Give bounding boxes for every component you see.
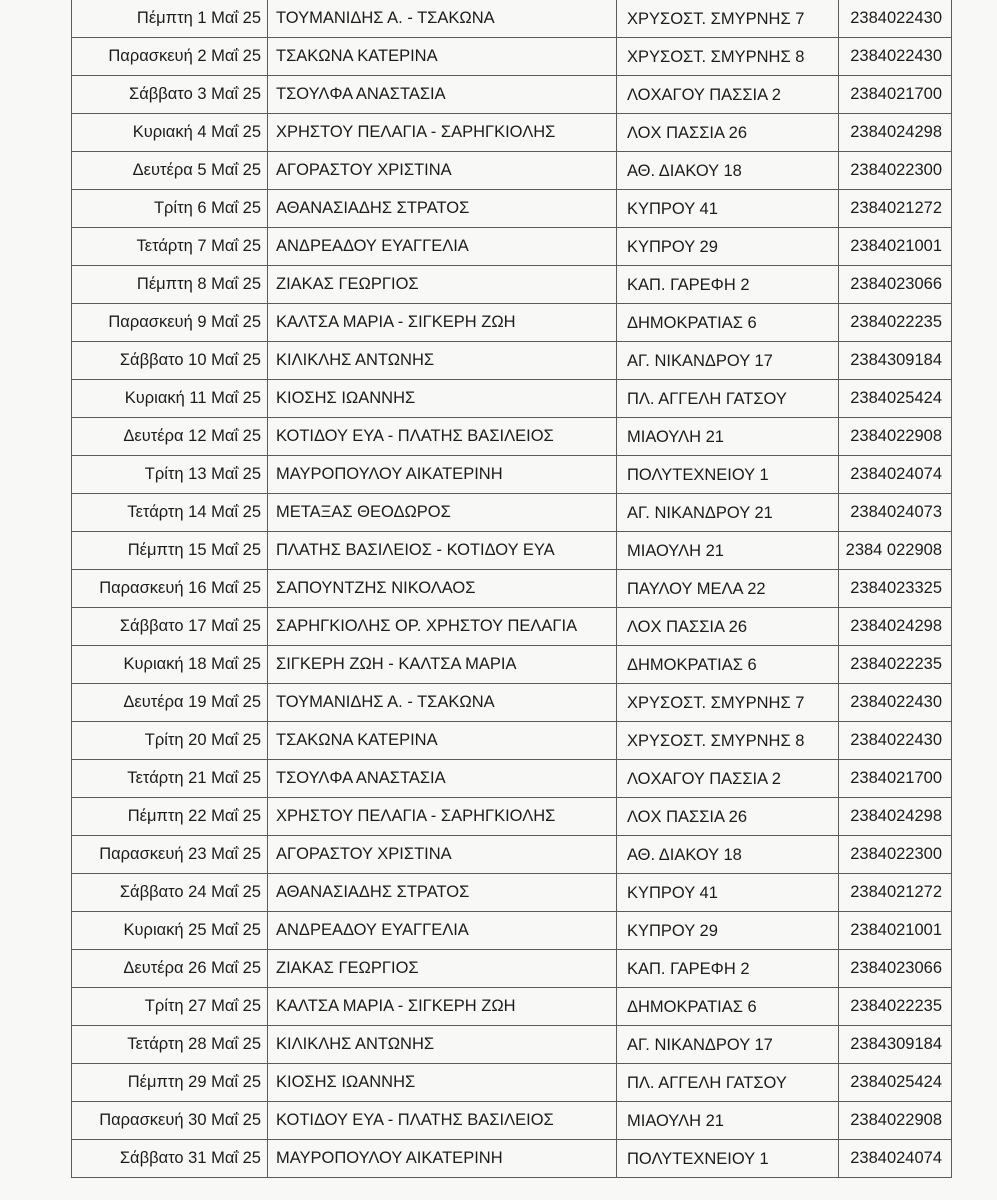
date-cell: Δευτέρα 5 Μαΐ 25 <box>72 152 268 190</box>
pharmacy-name-cell: ΜΑΥΡΟΠΟΥΛΟΥ ΑΙΚΑΤΕΡΙΝΗ <box>268 1140 617 1178</box>
date-cell: Κυριακή 11 Μαΐ 25 <box>72 380 268 418</box>
address-cell: ΠΑΥΛΟΥ ΜΕΛΑ 22 <box>617 570 839 608</box>
address-cell: ΛΟΧ ΠΑΣΣΙΑ 26 <box>617 114 839 152</box>
pharmacy-name-cell: ΤΟΥΜΑΝΙΔΗΣ Α. - ΤΣΑΚΩΝΑ <box>268 684 617 722</box>
table-row <box>72 760 952 798</box>
phone-cell: 2384021700 <box>839 76 952 114</box>
date-cell: Σάββατο 10 Μαΐ 25 <box>72 342 268 380</box>
pharmacy-name-cell: ΖΙΑΚΑΣ ΓΕΩΡΓΙΟΣ <box>268 266 617 304</box>
address-cell: ΜΙΑΟΥΛΗ 21 <box>617 418 839 456</box>
address-cell: ΑΓ. ΝΙΚΑΝΔΡΟΥ 17 <box>617 342 839 380</box>
phone-cell: 2384023325 <box>839 570 952 608</box>
table-row <box>72 950 952 988</box>
phone-cell: 2384022430 <box>839 0 952 38</box>
pharmacy-name-cell: ΚΟΤΙΔΟΥ ΕΥΑ - ΠΛΑΤΗΣ ΒΑΣΙΛΕΙΟΣ <box>268 1102 617 1140</box>
table-row <box>72 646 952 684</box>
date-cell: Παρασκευή 30 Μαΐ 25 <box>72 1102 268 1140</box>
pharmacy-name-cell: ΑΘΑΝΑΣΙΑΔΗΣ ΣΤΡΑΤΟΣ <box>268 190 617 228</box>
address-cell: ΛΟΧΑΓΟΥ ΠΑΣΣΙΑ 2 <box>617 760 839 798</box>
pharmacy-name-cell: ΤΣΑΚΩΝΑ ΚΑΤΕΡΙΝΑ <box>268 722 617 760</box>
table-row <box>72 114 952 152</box>
address-cell: ΠΛ. ΑΓΓΕΛΗ ΓΑΤΣΟΥ <box>617 1064 839 1102</box>
address-cell: ΧΡΥΣΟΣΤ. ΣΜΥΡΝΗΣ 7 <box>617 0 839 38</box>
pharmacy-name-cell: ΑΝΔΡΕΑΔΟΥ ΕΥΑΓΓΕΛΙΑ <box>268 912 617 950</box>
phone-cell: 2384022430 <box>839 38 952 76</box>
table-row <box>72 532 952 570</box>
table-row <box>72 266 952 304</box>
table-row <box>72 684 952 722</box>
phone-cell: 2384022908 <box>839 418 952 456</box>
phone-cell: 2384024298 <box>839 798 952 836</box>
date-cell: Πέμπτη 22 Μαΐ 25 <box>72 798 268 836</box>
date-cell: Τετάρτη 21 Μαΐ 25 <box>72 760 268 798</box>
date-cell: Πέμπτη 8 Μαΐ 25 <box>72 266 268 304</box>
phone-cell: 2384309184 <box>839 1026 952 1064</box>
address-cell: ΚΥΠΡΟΥ 29 <box>617 912 839 950</box>
address-cell: ΛΟΧ ΠΑΣΣΙΑ 26 <box>617 608 839 646</box>
date-cell: Δευτέρα 19 Μαΐ 25 <box>72 684 268 722</box>
phone-cell: 2384021700 <box>839 760 952 798</box>
pharmacy-name-cell: ΣΑΠΟΥΝΤΖΗΣ ΝΙΚΟΛΑΟΣ <box>268 570 617 608</box>
address-cell: ΑΓ. ΝΙΚΑΝΔΡΟΥ 21 <box>617 494 839 532</box>
pharmacy-name-cell: ΧΡΗΣΤΟΥ ΠΕΛΑΓΙΑ - ΣΑΡΗΓΚΙΟΛΗΣ <box>268 114 617 152</box>
date-cell: Κυριακή 25 Μαΐ 25 <box>72 912 268 950</box>
phone-cell: 2384021272 <box>839 874 952 912</box>
table-row <box>72 1102 952 1140</box>
address-cell: ΚΑΠ. ΓΑΡΕΦΗ 2 <box>617 266 839 304</box>
pharmacy-name-cell: ΤΣΑΚΩΝΑ ΚΑΤΕΡΙΝΑ <box>268 38 617 76</box>
date-cell: Τρίτη 13 Μαΐ 25 <box>72 456 268 494</box>
phone-cell: 2384023066 <box>839 266 952 304</box>
phone-cell: 2384024298 <box>839 608 952 646</box>
date-cell: Δευτέρα 26 Μαΐ 25 <box>72 950 268 988</box>
pharmacy-name-cell: ΠΛΑΤΗΣ ΒΑΣΙΛΕΙΟΣ - ΚΟΤΙΔΟΥ ΕΥΑ <box>268 532 617 570</box>
pharmacy-name-cell: ΚΑΛΤΣΑ ΜΑΡΙΑ - ΣΙΓΚΕΡΗ ΖΩΗ <box>268 304 617 342</box>
table-row <box>72 722 952 760</box>
table-row <box>72 1140 952 1178</box>
table-row <box>72 38 952 76</box>
table-row <box>72 988 952 1026</box>
table-row <box>72 190 952 228</box>
table-row <box>72 570 952 608</box>
phone-cell: 2384025424 <box>839 380 952 418</box>
address-cell: ΛΟΧ ΠΑΣΣΙΑ 26 <box>617 798 839 836</box>
phone-cell: 2384024073 <box>839 494 952 532</box>
address-cell: ΛΟΧΑΓΟΥ ΠΑΣΣΙΑ 2 <box>617 76 839 114</box>
phone-cell: 2384022235 <box>839 988 952 1026</box>
table-row <box>72 798 952 836</box>
phone-cell: 2384023066 <box>839 950 952 988</box>
table-row <box>72 152 952 190</box>
date-cell: Κυριακή 4 Μαΐ 25 <box>72 114 268 152</box>
address-cell: ΑΘ. ΔΙΑΚΟΥ 18 <box>617 836 839 874</box>
address-cell: ΔΗΜΟΚΡΑΤΙΑΣ 6 <box>617 304 839 342</box>
date-cell: Κυριακή 18 Μαΐ 25 <box>72 646 268 684</box>
phone-cell: 2384022908 <box>839 1102 952 1140</box>
address-cell: ΜΙΑΟΥΛΗ 21 <box>617 532 839 570</box>
pharmacy-name-cell: ΑΘΑΝΑΣΙΑΔΗΣ ΣΤΡΑΤΟΣ <box>268 874 617 912</box>
phone-cell: 2384022300 <box>839 152 952 190</box>
address-cell: ΑΓ. ΝΙΚΑΝΔΡΟΥ 17 <box>617 1026 839 1064</box>
phone-cell: 2384022300 <box>839 836 952 874</box>
pharmacy-name-cell: ΑΓΟΡΑΣΤΟΥ ΧΡΙΣΤΙΝΑ <box>268 836 617 874</box>
address-cell: ΧΡΥΣΟΣΤ. ΣΜΥΡΝΗΣ 8 <box>617 722 839 760</box>
date-cell: Τετάρτη 28 Μαΐ 25 <box>72 1026 268 1064</box>
pharmacy-name-cell: ΤΣΟΥΛΦΑ ΑΝΑΣΤΑΣΙΑ <box>268 760 617 798</box>
pharmacy-name-cell: ΤΟΥΜΑΝΙΔΗΣ Α. - ΤΣΑΚΩΝΑ <box>268 0 617 38</box>
table-row <box>72 76 952 114</box>
address-cell: ΠΛ. ΑΓΓΕΛΗ ΓΑΤΣΟΥ <box>617 380 839 418</box>
table-row <box>72 342 952 380</box>
pharmacy-duty-roster-table <box>71 0 952 1178</box>
phone-cell: 2384022235 <box>839 304 952 342</box>
pharmacy-name-cell: ΑΓΟΡΑΣΤΟΥ ΧΡΙΣΤΙΝΑ <box>268 152 617 190</box>
table-row <box>72 1026 952 1064</box>
table-row <box>72 0 952 38</box>
address-cell: ΚΥΠΡΟΥ 29 <box>617 228 839 266</box>
pharmacy-name-cell: ΚΙΛΙΚΛΗΣ ΑΝΤΩΝΗΣ <box>268 1026 617 1064</box>
phone-cell: 2384024298 <box>839 114 952 152</box>
table-row <box>72 1064 952 1102</box>
phone-cell: 2384022235 <box>839 646 952 684</box>
date-cell: Σάββατο 24 Μαΐ 25 <box>72 874 268 912</box>
address-cell: ΔΗΜΟΚΡΑΤΙΑΣ 6 <box>617 646 839 684</box>
pharmacy-name-cell: ΚΙΛΙΚΛΗΣ ΑΝΤΩΝΗΣ <box>268 342 617 380</box>
address-cell: ΠΟΛΥΤΕΧΝΕΙΟΥ 1 <box>617 456 839 494</box>
table-row <box>72 304 952 342</box>
pharmacy-name-cell: ΚΟΤΙΔΟΥ ΕΥΑ - ΠΛΑΤΗΣ ΒΑΣΙΛΕΙΟΣ <box>268 418 617 456</box>
table-row <box>72 912 952 950</box>
pharmacy-name-cell: ΚΑΛΤΣΑ ΜΑΡΙΑ - ΣΙΓΚΕΡΗ ΖΩΗ <box>268 988 617 1026</box>
date-cell: Παρασκευή 9 Μαΐ 25 <box>72 304 268 342</box>
roster-body <box>72 0 952 1178</box>
address-cell: ΜΙΑΟΥΛΗ 21 <box>617 1102 839 1140</box>
address-cell: ΚΥΠΡΟΥ 41 <box>617 190 839 228</box>
phone-cell: 2384022430 <box>839 684 952 722</box>
pharmacy-name-cell: ΤΣΟΥΛΦΑ ΑΝΑΣΤΑΣΙΑ <box>268 76 617 114</box>
date-cell: Πέμπτη 15 Μαΐ 25 <box>72 532 268 570</box>
pharmacy-name-cell: ΣΙΓΚΕΡΗ ΖΩΗ - ΚΑΛΤΣΑ ΜΑΡΙΑ <box>268 646 617 684</box>
table-row <box>72 836 952 874</box>
table-row <box>72 418 952 456</box>
address-cell: ΑΘ. ΔΙΑΚΟΥ 18 <box>617 152 839 190</box>
date-cell: Τετάρτη 7 Μαΐ 25 <box>72 228 268 266</box>
pharmacy-name-cell: ΑΝΔΡΕΑΔΟΥ ΕΥΑΓΓΕΛΙΑ <box>268 228 617 266</box>
pharmacy-name-cell: ΜΕΤΑΞΑΣ ΘΕΟΔΩΡΟΣ <box>268 494 617 532</box>
date-cell: Σάββατο 17 Μαΐ 25 <box>72 608 268 646</box>
pharmacy-name-cell: ΚΙΟΣΗΣ ΙΩΑΝΝΗΣ <box>268 380 617 418</box>
pharmacy-name-cell: ΜΑΥΡΟΠΟΥΛΟΥ ΑΙΚΑΤΕΡΙΝΗ <box>268 456 617 494</box>
phone-cell: 2384 022908 <box>839 532 952 570</box>
table-row <box>72 494 952 532</box>
date-cell: Τρίτη 27 Μαΐ 25 <box>72 988 268 1026</box>
phone-cell: 2384022430 <box>839 722 952 760</box>
phone-cell: 2384024074 <box>839 1140 952 1178</box>
pharmacy-name-cell: ΧΡΗΣΤΟΥ ΠΕΛΑΓΙΑ - ΣΑΡΗΓΚΙΟΛΗΣ <box>268 798 617 836</box>
pharmacy-name-cell: ΖΙΑΚΑΣ ΓΕΩΡΓΙΟΣ <box>268 950 617 988</box>
address-cell: ΧΡΥΣΟΣΤ. ΣΜΥΡΝΗΣ 7 <box>617 684 839 722</box>
phone-cell: 2384024074 <box>839 456 952 494</box>
phone-cell: 2384021001 <box>839 228 952 266</box>
date-cell: Σάββατο 31 Μαΐ 25 <box>72 1140 268 1178</box>
date-cell: Σάββατο 3 Μαΐ 25 <box>72 76 268 114</box>
date-cell: Πέμπτη 1 Μαΐ 25 <box>72 0 268 38</box>
date-cell: Παρασκευή 23 Μαΐ 25 <box>72 836 268 874</box>
date-cell: Δευτέρα 12 Μαΐ 25 <box>72 418 268 456</box>
address-cell: ΚΑΠ. ΓΑΡΕΦΗ 2 <box>617 950 839 988</box>
phone-cell: 2384021001 <box>839 912 952 950</box>
address-cell: ΠΟΛΥΤΕΧΝΕΙΟΥ 1 <box>617 1140 839 1178</box>
table-row <box>72 874 952 912</box>
table-row <box>72 456 952 494</box>
date-cell: Πέμπτη 29 Μαΐ 25 <box>72 1064 268 1102</box>
address-cell: ΚΥΠΡΟΥ 41 <box>617 874 839 912</box>
table-row <box>72 228 952 266</box>
date-cell: Τετάρτη 14 Μαΐ 25 <box>72 494 268 532</box>
date-cell: Παρασκευή 16 Μαΐ 25 <box>72 570 268 608</box>
table-row <box>72 608 952 646</box>
date-cell: Τρίτη 6 Μαΐ 25 <box>72 190 268 228</box>
date-cell: Παρασκευή 2 Μαΐ 25 <box>72 38 268 76</box>
address-cell: ΧΡΥΣΟΣΤ. ΣΜΥΡΝΗΣ 8 <box>617 38 839 76</box>
phone-cell: 2384309184 <box>839 342 952 380</box>
address-cell: ΔΗΜΟΚΡΑΤΙΑΣ 6 <box>617 988 839 1026</box>
date-cell: Τρίτη 20 Μαΐ 25 <box>72 722 268 760</box>
phone-cell: 2384021272 <box>839 190 952 228</box>
phone-cell: 2384025424 <box>839 1064 952 1102</box>
table-row <box>72 380 952 418</box>
pharmacy-name-cell: ΚΙΟΣΗΣ ΙΩΑΝΝΗΣ <box>268 1064 617 1102</box>
pharmacy-name-cell: ΣΑΡΗΓΚΙΟΛΗΣ ΟΡ. ΧΡΗΣΤΟΥ ΠΕΛΑΓΙΑ <box>268 608 617 646</box>
